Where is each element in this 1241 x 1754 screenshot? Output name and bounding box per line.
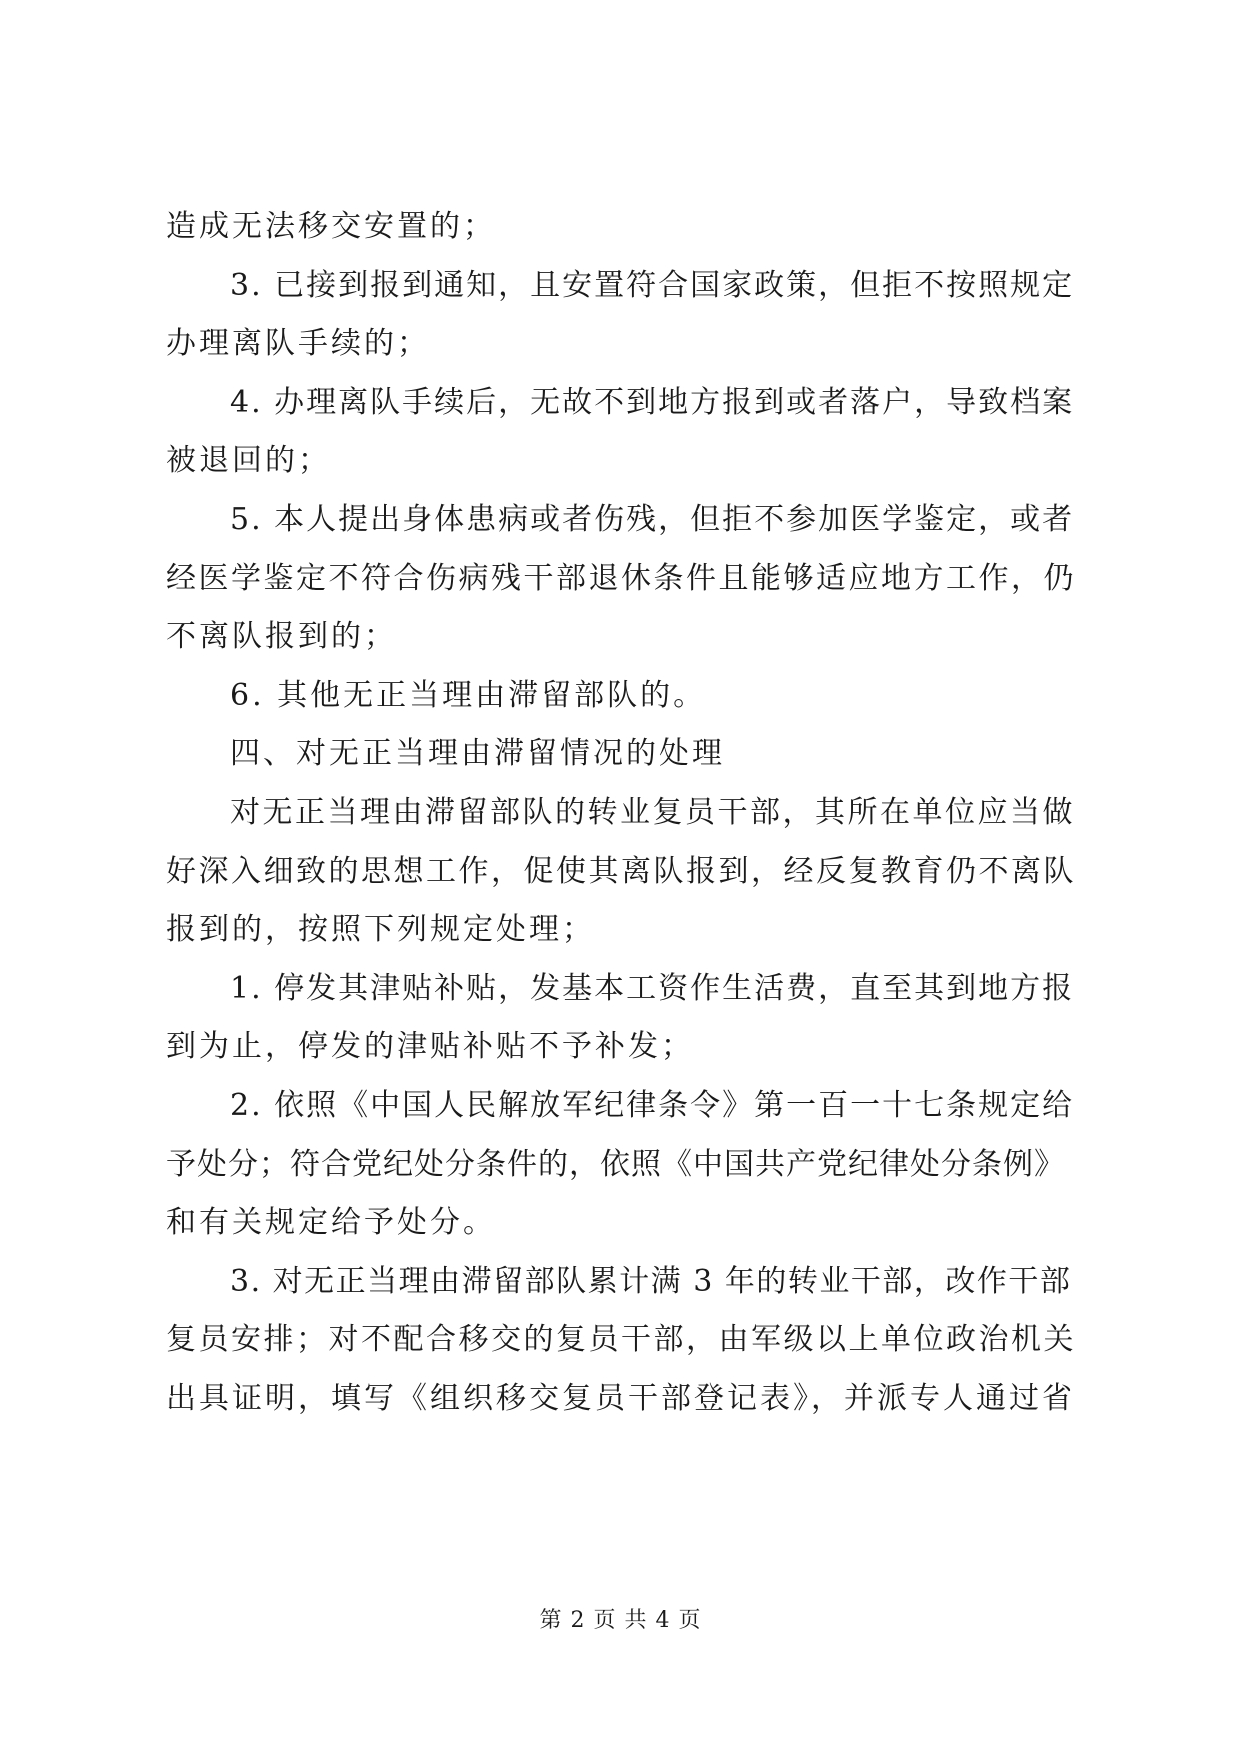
paragraph-line: 3. 对无正当理由滞留部队累计满 3 年的转业干部，改作干部 — [230, 1264, 1072, 1299]
paragraph-line: 经医学鉴定不符合伤病残干部退休条件且能够适应地方工作，仍 — [166, 561, 1076, 596]
paragraph-line: 4. 办理离队手续后，无故不到地方报到或者落户，导致档案 — [230, 385, 1075, 420]
paragraph-line: 报到的，按照下列规定处理； — [166, 912, 595, 947]
paragraph-line: 造成无法移交安置的； — [166, 209, 496, 244]
paragraph-line: 到为止，停发的津贴补贴不予补发； — [166, 1029, 694, 1064]
section-heading: 四、对无正当理由滞留情况的处理 — [230, 736, 725, 771]
paragraph-line: 好深入细致的思想工作，促使其离队报到，经反复教育仍不离队 — [166, 854, 1076, 889]
paragraph-line: 予处分；符合党纪处分条件的，依照《中国共产党纪律处分条例》 — [166, 1147, 1065, 1182]
page-footer: 第 2 页 共 4 页 — [539, 1608, 702, 1633]
paragraph-line: 2. 依照《中国人民解放军纪律条令》第一百一十七条规定给 — [230, 1088, 1075, 1123]
paragraph-line: 6. 其他无正当理由滞留部队的。 — [230, 678, 707, 713]
paragraph-line: 5. 本人提出身体患病或者伤残，但拒不参加医学鉴定，或者 — [230, 502, 1075, 537]
paragraph-line: 和有关规定给予处分。 — [166, 1205, 496, 1240]
paragraph-line: 不离队报到的； — [166, 619, 397, 654]
paragraph-line: 出具证明，填写《组织移交复员干部登记表》，并派专人通过省 — [166, 1381, 1075, 1416]
paragraph-line: 被退回的； — [166, 443, 331, 478]
paragraph-line: 1. 停发其津贴补贴，发基本工资作生活费，直至其到地方报 — [230, 971, 1075, 1006]
paragraph-line: 3. 已接到报到通知，且安置符合国家政策，但拒不按照规定 — [230, 268, 1075, 303]
paragraph-line: 办理离队手续的； — [166, 326, 430, 361]
paragraph-line: 对无正当理由滞留部队的转业复员干部，其所在单位应当做 — [230, 795, 1075, 830]
paragraph-line: 复员安排；对不配合移交的复员干部，由军级以上单位政治机关 — [166, 1322, 1076, 1357]
